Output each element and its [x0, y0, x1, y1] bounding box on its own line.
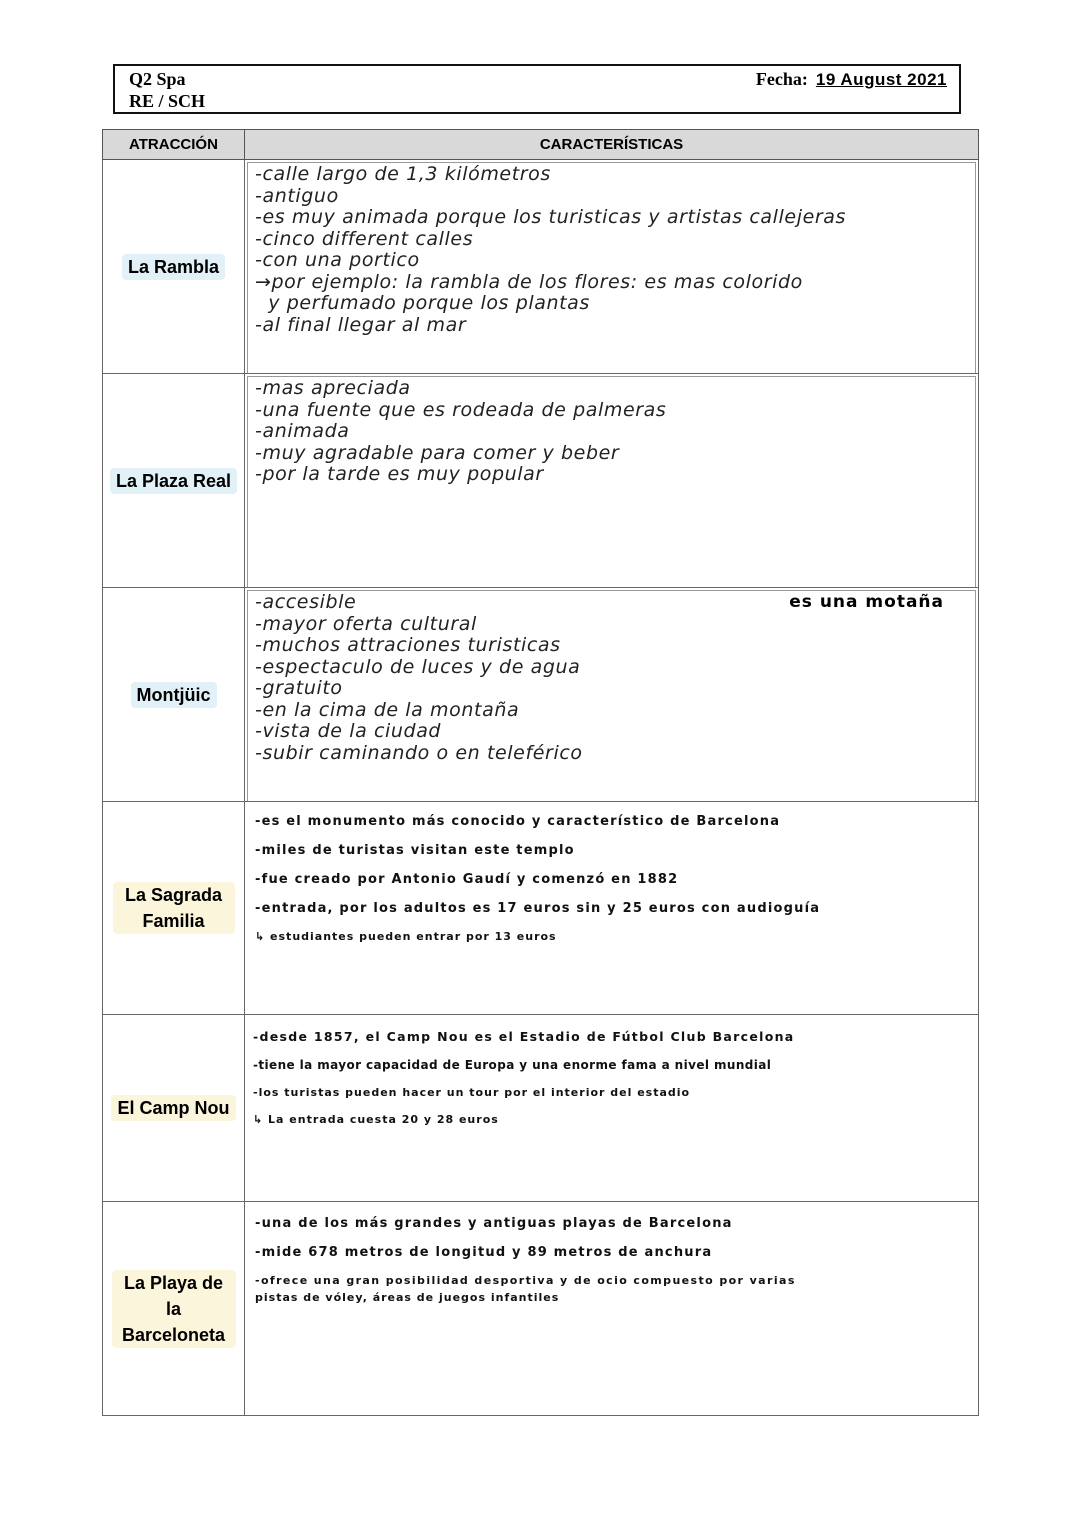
note-item: -tiene la mayor capacidad de Europa y una enorme fama a nivel mundial — [253, 1058, 772, 1072]
attraction-cell — [103, 1015, 245, 1202]
date-label: Fecha: — [755, 69, 808, 89]
attraction-cell — [103, 160, 245, 374]
note-item: -los turistas pueden hacer un tour por el interior del estadio — [253, 1086, 691, 1099]
note-item: -animada — [255, 420, 350, 442]
note-item: ↳ La entrada cuesta 20 y 28 euros — [253, 1113, 499, 1126]
attraction-name: La Rambla — [122, 254, 225, 280]
notes-list — [253, 1029, 968, 1126]
header-left — [129, 68, 205, 112]
note-item: -cinco different calles — [255, 227, 474, 250]
attractions-table — [102, 129, 979, 1416]
note-item: -subir caminando o en teleférico — [255, 741, 583, 764]
attraction-name: La Plaza Real — [110, 468, 237, 494]
note-item: -mayor oferta cultural — [255, 612, 477, 635]
attraction-name: Montjüic — [131, 682, 217, 708]
note-item: -fue creado por Antonio Gaudí y comenzó en 1882 — [255, 872, 679, 887]
notes-cell — [245, 160, 979, 374]
header-characteristics: CARACTERÍSTICAS — [245, 130, 979, 160]
note-item: -ofrece una gran posibilidad desportiva y de ocio compuesto por varias — [255, 1274, 796, 1287]
note-item: -es el monumento más conocido y característico de Barcelona — [255, 814, 781, 829]
note-item: -es muy animada porque los turisticas y artistas callejeras — [255, 206, 847, 228]
table-row — [103, 588, 979, 802]
note-item: ↳ estudiantes pueden entrar por 13 euros — [255, 930, 557, 943]
note-item: -mas apreciada — [255, 377, 411, 399]
attraction-name: La Sagrada Familia — [113, 882, 235, 934]
note-item: -gratuito — [255, 677, 343, 699]
notes-cell — [245, 802, 979, 1015]
attraction-cell — [103, 374, 245, 588]
notes-cell — [245, 1015, 979, 1202]
note-item: -desde 1857, el Camp Nou es el Estadio de Fútbol Club Barcelona — [253, 1029, 795, 1044]
date-value: 19 August 2021 — [815, 70, 947, 89]
note-item: -miles de turistas visitan este templo — [255, 843, 575, 858]
note-item: -entrada, por los adultos es 17 euros sin y 25 euros con audioguía — [255, 901, 821, 916]
note-item: -en la cima de la montaña — [255, 698, 520, 721]
attraction-name: La Playa de la Barceloneta — [112, 1270, 236, 1348]
table-row — [103, 1202, 979, 1416]
note-item: -espectaculo de luces y de agua — [255, 655, 581, 678]
note-item: -una de los más grandes y antiguas playas de Barcelona — [255, 1216, 733, 1231]
note-item: -mide 678 metros de longitud y 89 metros de anchura — [255, 1245, 713, 1260]
notes-list — [255, 378, 968, 486]
note-item: -por la tarde es muy popular — [255, 463, 544, 485]
note-item: →por ejemplo: la rambla de los flores: es mas colorido — [255, 270, 803, 293]
notes-list — [255, 1216, 968, 1304]
header-attraction: ATRACCIÓN — [103, 130, 245, 160]
notes-list — [255, 814, 968, 943]
attraction-cell — [103, 588, 245, 802]
course-label: Q2 Spa — [129, 69, 186, 89]
note-item: y perfumado porque los plantas — [255, 292, 590, 314]
note-item: -vista de la ciudad — [255, 720, 442, 742]
note-item: -antiguo — [255, 184, 339, 207]
table-row — [103, 1015, 979, 1202]
date-block — [756, 68, 947, 91]
notes-list — [255, 164, 968, 336]
attraction-name: El Camp Nou — [111, 1095, 235, 1121]
attraction-cell — [103, 1202, 245, 1416]
attraction-cell — [103, 802, 245, 1015]
note-item: -accesible — [255, 591, 357, 613]
notes-cell — [245, 1202, 979, 1416]
table-header-row — [103, 130, 979, 160]
notes-cell — [245, 588, 979, 802]
note-item: -muchos attraciones turisticas — [255, 634, 561, 656]
notes-list — [255, 592, 968, 764]
note-item: -al final llegar al mar — [255, 313, 467, 336]
note-item: -una fuente que es rodeada de palmeras — [255, 398, 667, 421]
note-item: pistas de vóley, áreas de juegos infantiles — [255, 1291, 560, 1304]
table-row — [103, 802, 979, 1015]
note-item: -muy agradable para comer y beber — [255, 441, 620, 464]
table-row — [103, 160, 979, 374]
note-item: -con una portico — [255, 249, 420, 271]
notes-cell — [245, 374, 979, 588]
table-row — [103, 374, 979, 588]
header-box — [113, 64, 961, 114]
side-note: es una motaña — [789, 592, 944, 612]
note-item: -calle largo de 1,3 kilómetros — [255, 163, 551, 185]
teacher-label: RE / SCH — [129, 91, 206, 111]
